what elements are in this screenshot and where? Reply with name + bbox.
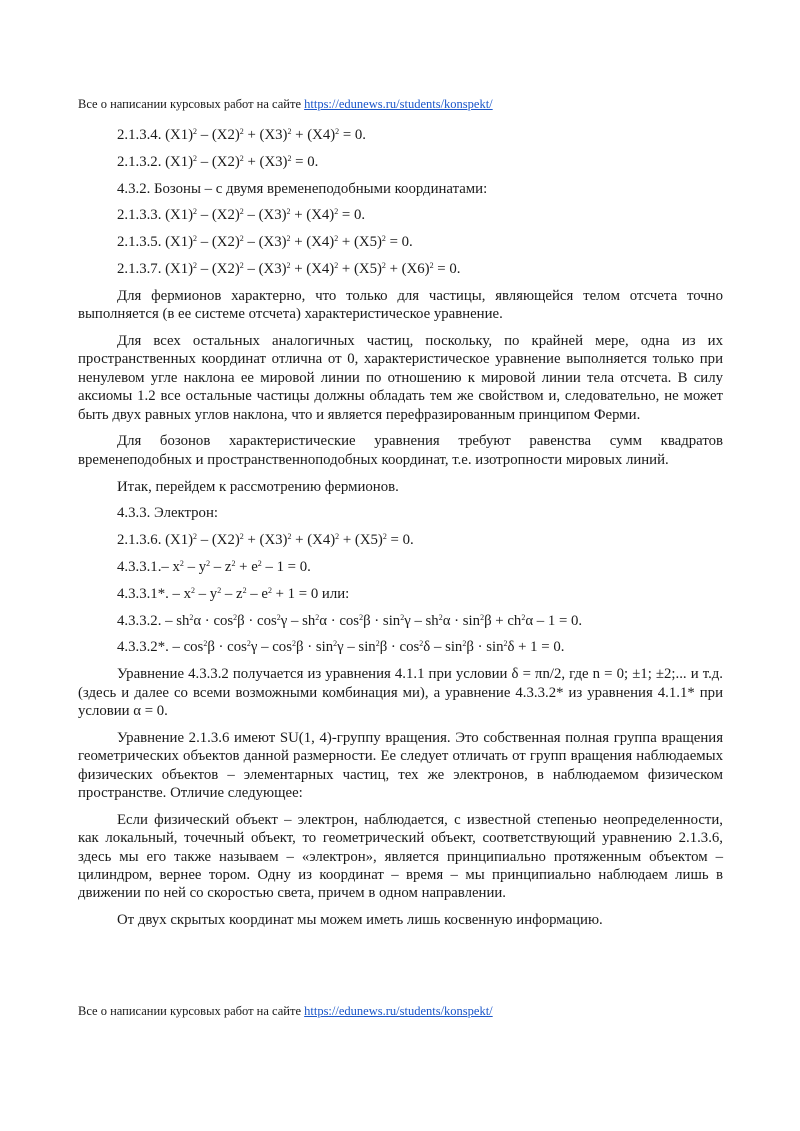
- paragraph-equation-derivation: Уравнение 4.3.3.2 получается из уравнения 4.1.1 при условии δ = πn/2, где n = 0; ±1; ±2;... и т.д. (здесь и далее со всеми возможными комбинация ми), а уравнение 4.3.3.2* из уравнения 4.1.1* при условии α = 0.: [78, 666, 723, 719]
- paragraph-hidden-coordinates: От двух скрытых координат мы можем иметь лишь косвенную информацию.: [117, 912, 603, 929]
- equation-2-1-3-5: 2.1.3.5. $(X1)^2 - (X2)^2 - (X3)^2 + (X4)^2 + (X5)^2 = 0$.: [117, 234, 413, 251]
- section-heading-4-3-3: 4.3.3. Электрон:: [117, 505, 218, 522]
- equation-2-1-3-4: 2.1.3.4. $(X1)^2 - (X2)^2 + (X3)^2 + (X4)^2 = 0$.: [117, 127, 366, 143]
- equation-2-1-3-2: 2.1.3.2. $(X1)^2 - (X2)^2 + (X3)^2 = 0$.: [117, 153, 319, 170]
- footer-note: [78, 1004, 493, 1019]
- paragraph-other-particles: Для всех остальных аналогичных частиц, поскольку, по крайней мере, одна из их пространственных координат отлична от 0, характеристическое уравнение выполняется только при ненулевом угле наклона ее мировой линии по отношению к мировой линии тела отсчета. В силу аксиомы 1.2 все остальные частицы должны обладать тем же свойством и, следовательно, не может быть двух равных углов наклона, что и является перефразированным принципом Ферми.: [78, 332, 723, 423]
- header-note: [78, 97, 493, 112]
- footer-prefix: Все о написании курсовых работ на сайте: [78, 1004, 305, 1018]
- equation-2-1-3-6: 2.1.3.6. $(X1)^2 - (X2)^2 + (X3)^2 + (X4)^2 + (X5)^2 = 0$.: [117, 532, 414, 549]
- equation-4-3-3-2-star: 4.3.3.2*. – $\cos^2\beta \cdot \cos^2\gamma - \cos^2\beta \cdot \sin^2\gamma - \sin^2\beta \cdot \cos^2\delta - \sin^2\beta \cdot \sin^2\delta + 1 = 0$.: [117, 639, 565, 656]
- equation-4-3-3-1: 4.3.3.1.– $x^2 - y^2 - z^2 + e^2 - 1 = 0$.: [117, 559, 311, 575]
- equation-4-3-3-2: 4.3.3.2. – $sh^2\alpha \cdot \cos^2\beta \cdot \cos^2\gamma - sh^2\alpha \cdot \cos^2\beta \cdot \sin^2\gamma - sh^2\alpha \cdot \sin^2\beta + ch^2\alpha - 1 = 0$.: [117, 612, 583, 629]
- paragraph-rotation-group: Уравнение 2.1.3.6 имеют SU(1, 4)-группу вращения. Это собственная полная группа вращения геометрических объектов данной размерности. Ее следует отличать от групп вращения наблюдаемых физических объектов – элементарных частиц, тех же электронов, в наблюдаемом физическом пространстве. Отличие следующее:: [78, 729, 723, 802]
- equation-2-1-3-7: 2.1.3.7. $(X1)^2 - (X2)^2 - (X3)^2 + (X4)^2 + (X5)^2 + (X6)^2 = 0$.: [117, 260, 461, 277]
- document-body: [78, 126, 723, 938]
- equation-4-3-3-1-star: 4.3.3.1*. – $x^2 - y^2 - z^2 - e^2 + 1 = 0$ или:: [117, 585, 350, 602]
- equation-2-1-3-3: 2.1.3.3. $(X1)^2 - (X2)^2 - (X3)^2 + (X4)^2 = 0$.: [117, 207, 366, 224]
- paragraph-fermions: Для фермионов характерно, что только для частицы, являющейся телом отсчета точно выполняется (в ее системе отсчета) характеристическое уравнение.: [78, 287, 723, 323]
- header-link[interactable]: https://edunews.ru/students/konspekt/: [304, 97, 493, 111]
- paragraph-bosons: Для бозонов характеристические уравнения требуют равенства сумм квадратов временеподобных и пространственноподобных координат, т.е. изотропности мировых линий.: [78, 433, 723, 468]
- paragraph-transition: Итак, перейдем к рассмотрению фермионов.: [117, 478, 399, 495]
- footer-link[interactable]: https://edunews.ru/students/konspekt/: [304, 1004, 493, 1018]
- header-prefix: Все о написании курсовых работ на сайте: [78, 97, 305, 111]
- paragraph-electron-object: Если физический объект – электрон, наблюдается, с известной степенью неопределенности, как локальный, точечный объект, то геометрический объект, соответствующий уравнению 2.1.3.6, здесь мы его также называем – «электрон», является принципиально протяженным объектом – цилиндром, вернее тором. Одну из координат – время – мы принципиально наблюдаем лишь в движении по ней со скоростью света, причем в одном направлении.: [78, 811, 723, 902]
- section-heading-4-3-2: 4.3.2. Бозоны – с двумя временеподобными координатами:: [117, 180, 488, 197]
